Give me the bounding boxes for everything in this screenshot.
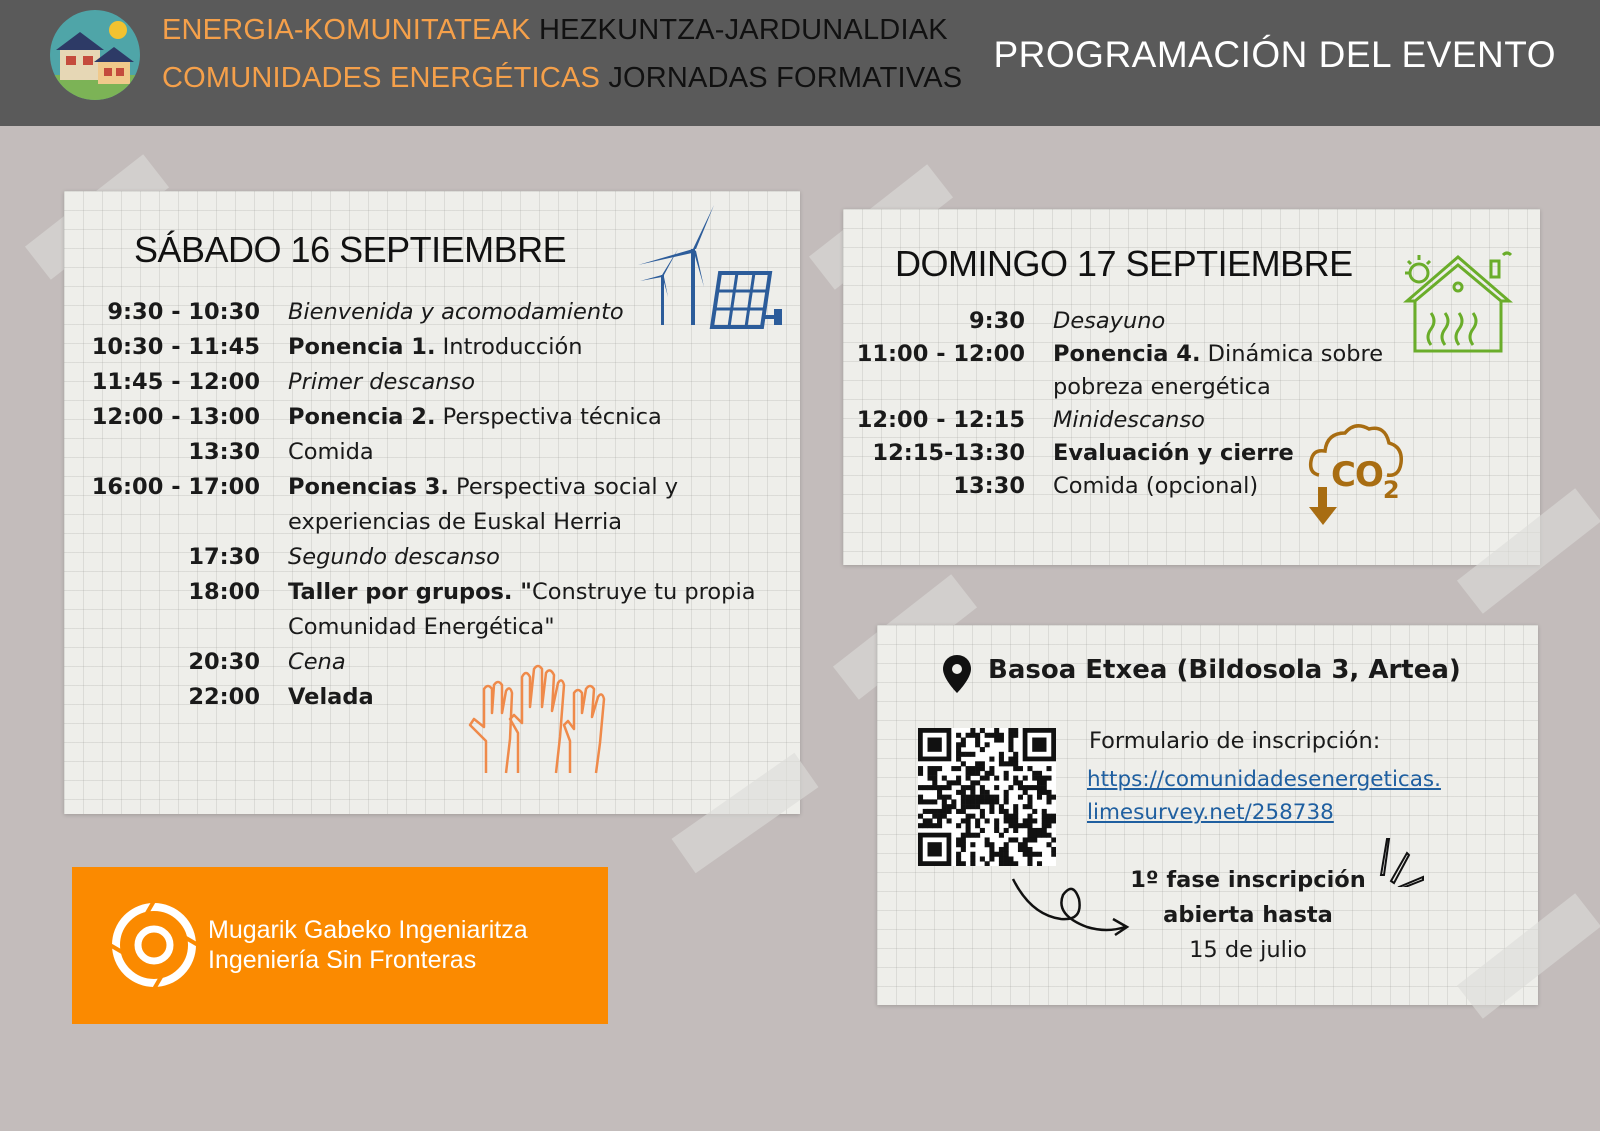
green-house-icon	[1403, 251, 1513, 361]
schedule-desc: Bienvenida y acomodamiento	[288, 299, 624, 325]
schedule-desc-text: Perspectiva social y	[448, 474, 679, 500]
saturday-title: SÁBADO 16 SEPTIEMBRE	[134, 229, 567, 270]
schedule-time: 11:00 - 12:00	[856, 341, 1025, 367]
schedule-time: 9:30	[969, 308, 1025, 334]
schedule-time: 17:30	[188, 544, 260, 570]
header-orange-spanish: COMUNIDADES ENERGÉTICAS	[162, 62, 601, 94]
schedule-desc: Desayuno	[1053, 308, 1166, 334]
header-line-spanish	[162, 62, 962, 95]
schedule-desc	[1053, 338, 1383, 371]
schedule-time: 20:30	[188, 649, 260, 675]
form-label: Formulario de inscripción:	[1089, 728, 1381, 754]
schedule-time: 9:30 - 10:30	[107, 299, 260, 325]
phase-line2: abierta hasta	[1163, 902, 1333, 928]
schedule-time: 22:00	[188, 684, 260, 710]
schedule-desc-bold: Taller por grupos. "	[288, 579, 533, 605]
schedule-desc-bold: Ponencia 4.	[1053, 341, 1201, 367]
header-dark-spanish: JORNADAS FORMATIVAS	[608, 62, 963, 94]
registration-link[interactable]	[1087, 763, 1441, 829]
schedule-desc-bold: Ponencia 1.	[288, 334, 436, 360]
schedule-desc-text: Construye tu propia	[532, 579, 756, 605]
co2-text: CO	[1331, 455, 1383, 495]
header-bar	[0, 0, 1600, 126]
schedule-time: 13:30	[188, 439, 260, 465]
schedule-desc-line2: Comunidad Energética"	[288, 614, 555, 640]
registration-phase	[1113, 863, 1383, 968]
wind-solar-icon	[638, 205, 788, 330]
schedule-desc-text: Introducción	[435, 334, 583, 360]
schedule-desc	[288, 575, 756, 610]
header-line-basque	[162, 14, 948, 47]
isf-swirl-logo-icon	[110, 901, 198, 989]
sunday-title: DOMINGO 17 SEPTIEMBRE	[895, 243, 1353, 284]
emphasis-lines-icon	[1377, 837, 1427, 887]
schedule-time: 12:15-13:30	[872, 440, 1025, 466]
schedule-time: 18:00	[188, 579, 260, 605]
saturday-card	[64, 191, 800, 814]
schedule-desc	[288, 330, 582, 365]
schedule-desc-text: Perspectiva técnica	[435, 404, 662, 430]
co2-subscript: 2	[1382, 476, 1399, 504]
header-orange-basque: ENERGIA-KOMUNITATEAK	[162, 14, 531, 46]
organization-name	[208, 915, 528, 975]
schedule-desc	[288, 470, 678, 505]
schedule-desc-line2: pobreza energética	[1053, 374, 1271, 400]
schedule-desc: Comida	[288, 439, 374, 465]
schedule-desc-bold: Ponencias 3.	[288, 474, 449, 500]
registration-link-line1[interactable]: https://comunidadesenergeticas.	[1087, 767, 1441, 792]
co2-reduction-icon	[1307, 419, 1407, 529]
schedule-time: 10:30 - 11:45	[91, 334, 260, 360]
organization-logo-box	[72, 867, 608, 1024]
sunday-card	[843, 209, 1540, 565]
location-name: Basoa Etxea (Bildosola 3, Artea)	[988, 655, 1461, 685]
phase-line1: 1º fase inscripción	[1130, 867, 1366, 893]
schedule-desc: Comida (opcional)	[1053, 473, 1259, 499]
map-pin-icon	[943, 655, 971, 693]
organization-name-spanish: Ingeniería Sin Fronteras	[208, 946, 477, 974]
co2-label	[1331, 455, 1399, 504]
schedule-desc: Velada	[288, 684, 374, 710]
schedule-desc-bold: Ponencia 2.	[288, 404, 436, 430]
schedule-desc-text: Dinámica sobre	[1200, 341, 1384, 367]
schedule-desc: Minidescanso	[1053, 407, 1205, 433]
raised-hands-icon	[466, 663, 606, 775]
organization-name-basque: Mugarik Gabeko Ingeniaritza	[208, 916, 528, 944]
schedule-time: 16:00 - 17:00	[91, 474, 260, 500]
schedule-time: 13:30	[953, 473, 1025, 499]
schedule-desc: Cena	[288, 649, 346, 675]
schedule-desc: Evaluación y cierre	[1053, 440, 1294, 466]
page-title: PROGRAMACIÓN DEL EVENTO	[993, 34, 1556, 75]
schedule-desc-line2: experiencias de Euskal Herria	[288, 509, 622, 535]
schedule-time: 12:00 - 12:15	[856, 407, 1025, 433]
qr-code[interactable]	[918, 728, 1056, 866]
energy-community-logo-icon	[50, 10, 140, 100]
header-dark-basque: HEZKUNTZA-JARDUNALDIAK	[538, 14, 948, 46]
phase-line3: 15 de julio	[1189, 937, 1307, 963]
schedule-desc	[288, 400, 662, 435]
schedule-desc: Segundo descanso	[288, 544, 500, 570]
registration-link-line2[interactable]: limesurvey.net/258738	[1087, 800, 1334, 825]
schedule-desc: Primer descanso	[288, 369, 475, 395]
curved-arrow-icon	[1011, 875, 1131, 945]
schedule-time: 12:00 - 13:00	[91, 404, 260, 430]
schedule-time: 11:45 - 12:00	[91, 369, 260, 395]
